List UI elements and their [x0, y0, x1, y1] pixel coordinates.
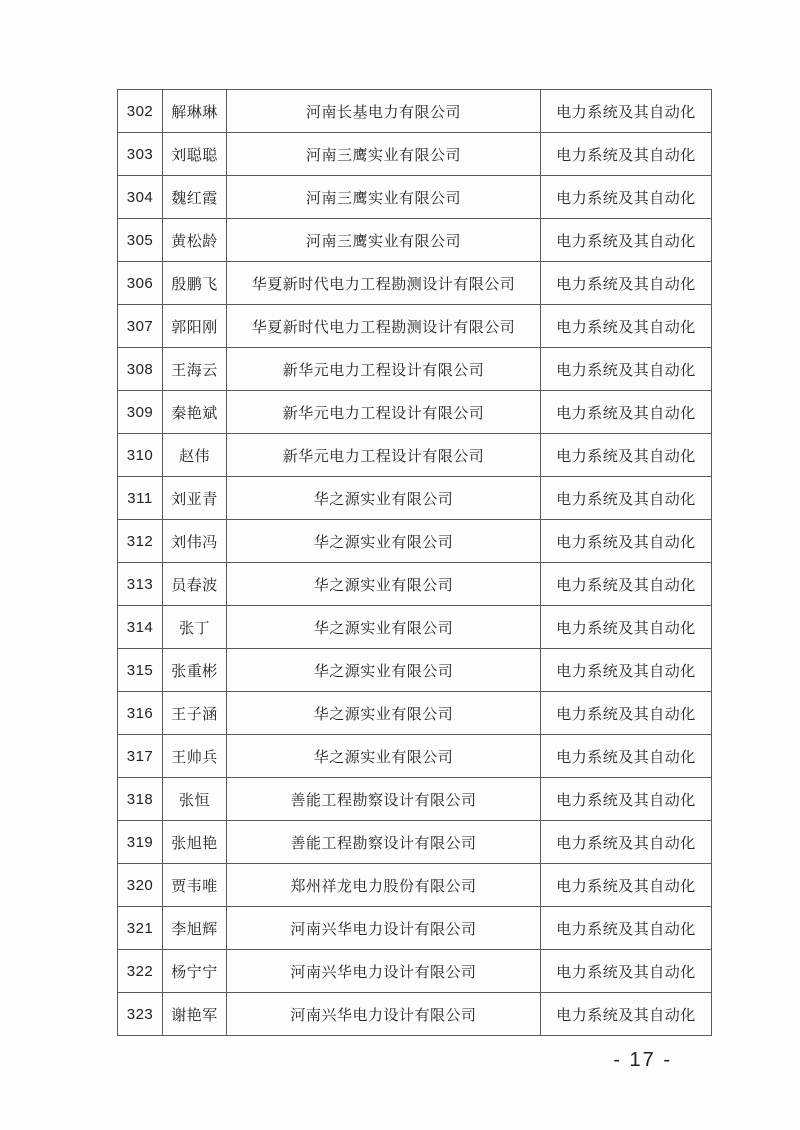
table-row — [118, 133, 712, 176]
table-row — [118, 434, 712, 477]
row-number: 310 — [118, 434, 163, 477]
person-name: 郭阳刚 — [163, 305, 227, 348]
major-field: 电力系统及其自动化 — [541, 692, 712, 735]
major-field: 电力系统及其自动化 — [541, 778, 712, 821]
table-row — [118, 477, 712, 520]
row-number: 306 — [118, 262, 163, 305]
row-number: 318 — [118, 778, 163, 821]
company-name: 河南兴华电力设计有限公司 — [227, 950, 541, 993]
person-name: 杨宁宁 — [163, 950, 227, 993]
company-name: 河南三鹰实业有限公司 — [227, 219, 541, 262]
table-row — [118, 520, 712, 563]
person-name: 秦艳斌 — [163, 391, 227, 434]
table-row — [118, 262, 712, 305]
company-name: 华之源实业有限公司 — [227, 735, 541, 778]
major-field: 电力系统及其自动化 — [541, 262, 712, 305]
company-name: 河南三鹰实业有限公司 — [227, 176, 541, 219]
roster-table — [117, 89, 712, 1036]
row-number: 316 — [118, 692, 163, 735]
table-row — [118, 821, 712, 864]
table-row — [118, 993, 712, 1036]
company-name: 华之源实业有限公司 — [227, 563, 541, 606]
roster-table-body — [118, 90, 712, 1036]
table-row — [118, 90, 712, 133]
row-number: 312 — [118, 520, 163, 563]
row-number: 313 — [118, 563, 163, 606]
major-field: 电力系统及其自动化 — [541, 219, 712, 262]
company-name: 华之源实业有限公司 — [227, 649, 541, 692]
company-name: 郑州祥龙电力股份有限公司 — [227, 864, 541, 907]
person-name: 张旭艳 — [163, 821, 227, 864]
major-field: 电力系统及其自动化 — [541, 864, 712, 907]
table-row — [118, 391, 712, 434]
company-name: 华夏新时代电力工程勘测设计有限公司 — [227, 305, 541, 348]
table-row — [118, 305, 712, 348]
major-field: 电力系统及其自动化 — [541, 90, 712, 133]
row-number: 314 — [118, 606, 163, 649]
company-name: 河南兴华电力设计有限公司 — [227, 907, 541, 950]
table-row — [118, 692, 712, 735]
company-name: 善能工程勘察设计有限公司 — [227, 821, 541, 864]
person-name: 员春波 — [163, 563, 227, 606]
person-name: 王海云 — [163, 348, 227, 391]
row-number: 323 — [118, 993, 163, 1036]
major-field: 电力系统及其自动化 — [541, 606, 712, 649]
row-number: 309 — [118, 391, 163, 434]
row-number: 319 — [118, 821, 163, 864]
person-name: 解琳琳 — [163, 90, 227, 133]
row-number: 315 — [118, 649, 163, 692]
major-field: 电力系统及其自动化 — [541, 649, 712, 692]
row-number: 308 — [118, 348, 163, 391]
table-row — [118, 348, 712, 391]
person-name: 刘聪聪 — [163, 133, 227, 176]
person-name: 张丁 — [163, 606, 227, 649]
person-name: 谢艳军 — [163, 993, 227, 1036]
company-name: 华夏新时代电力工程勘测设计有限公司 — [227, 262, 541, 305]
table-row — [118, 649, 712, 692]
page-number: - 17 - — [613, 1049, 672, 1071]
row-number: 302 — [118, 90, 163, 133]
major-field: 电力系统及其自动化 — [541, 305, 712, 348]
table-row — [118, 563, 712, 606]
company-name: 河南兴华电力设计有限公司 — [227, 993, 541, 1036]
person-name: 魏红霞 — [163, 176, 227, 219]
row-number: 322 — [118, 950, 163, 993]
table-row — [118, 219, 712, 262]
row-number: 311 — [118, 477, 163, 520]
table-row — [118, 176, 712, 219]
company-name: 河南三鹰实业有限公司 — [227, 133, 541, 176]
person-name: 殷鹏飞 — [163, 262, 227, 305]
table-row — [118, 950, 712, 993]
major-field: 电力系统及其自动化 — [541, 993, 712, 1036]
row-number: 305 — [118, 219, 163, 262]
person-name: 贾韦唯 — [163, 864, 227, 907]
company-name: 华之源实业有限公司 — [227, 520, 541, 563]
person-name: 黄松龄 — [163, 219, 227, 262]
person-name: 王子涵 — [163, 692, 227, 735]
row-number: 317 — [118, 735, 163, 778]
table-row — [118, 735, 712, 778]
company-name: 河南长基电力有限公司 — [227, 90, 541, 133]
company-name: 新华元电力工程设计有限公司 — [227, 391, 541, 434]
row-number: 320 — [118, 864, 163, 907]
major-field: 电力系统及其自动化 — [541, 950, 712, 993]
row-number: 304 — [118, 176, 163, 219]
major-field: 电力系统及其自动化 — [541, 391, 712, 434]
major-field: 电力系统及其自动化 — [541, 133, 712, 176]
company-name: 华之源实业有限公司 — [227, 477, 541, 520]
table-row — [118, 907, 712, 950]
table-row — [118, 606, 712, 649]
major-field: 电力系统及其自动化 — [541, 477, 712, 520]
row-number: 321 — [118, 907, 163, 950]
major-field: 电力系统及其自动化 — [541, 434, 712, 477]
person-name: 张重彬 — [163, 649, 227, 692]
company-name: 新华元电力工程设计有限公司 — [227, 348, 541, 391]
person-name: 王帅兵 — [163, 735, 227, 778]
person-name: 刘亚青 — [163, 477, 227, 520]
person-name: 李旭辉 — [163, 907, 227, 950]
major-field: 电力系统及其自动化 — [541, 520, 712, 563]
company-name: 华之源实业有限公司 — [227, 692, 541, 735]
person-name: 张恒 — [163, 778, 227, 821]
major-field: 电力系统及其自动化 — [541, 563, 712, 606]
table-row — [118, 778, 712, 821]
company-name: 善能工程勘察设计有限公司 — [227, 778, 541, 821]
person-name: 刘伟冯 — [163, 520, 227, 563]
row-number: 307 — [118, 305, 163, 348]
major-field: 电力系统及其自动化 — [541, 348, 712, 391]
row-number: 303 — [118, 133, 163, 176]
company-name: 新华元电力工程设计有限公司 — [227, 434, 541, 477]
major-field: 电力系统及其自动化 — [541, 907, 712, 950]
major-field: 电力系统及其自动化 — [541, 821, 712, 864]
table-row — [118, 864, 712, 907]
major-field: 电力系统及其自动化 — [541, 176, 712, 219]
company-name: 华之源实业有限公司 — [227, 606, 541, 649]
person-name: 赵伟 — [163, 434, 227, 477]
major-field: 电力系统及其自动化 — [541, 735, 712, 778]
